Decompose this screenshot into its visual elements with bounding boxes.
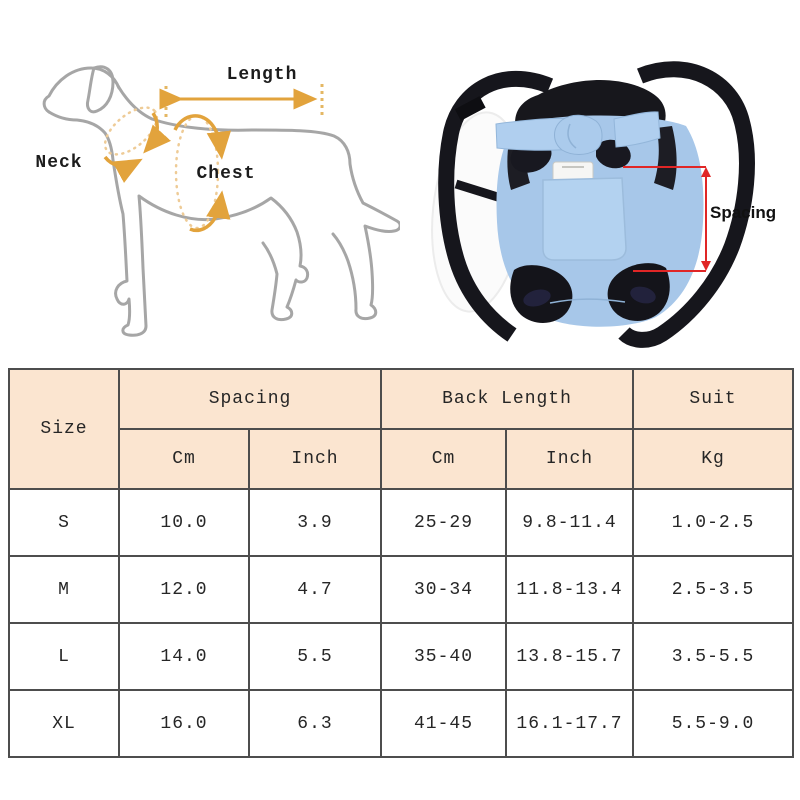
chest-label: Chest: [196, 164, 256, 184]
table-row-l: [9, 623, 793, 690]
carrier-product-photo: [400, 0, 800, 365]
header-size: Size: [9, 369, 119, 489]
cell-suit-kg: 1.0-2.5: [633, 489, 793, 556]
cell-suit-kg: 2.5-3.5: [633, 556, 793, 623]
front-pocket: [543, 178, 626, 260]
cell-back-cm: 35-40: [381, 623, 506, 690]
spacing-measure-label: Spacing: [710, 203, 777, 222]
header-back-inch: Inch: [506, 429, 633, 489]
cell-back-inch: 16.1-17.7: [506, 690, 633, 757]
chest-arrow-bottom: [190, 199, 221, 230]
cell-spacing-inch: 4.7: [249, 556, 381, 623]
cell-spacing-inch: 5.5: [249, 623, 381, 690]
cell-back-inch: 9.8-11.4: [506, 489, 633, 556]
dog-measurement-diagram: [0, 0, 400, 365]
measurement-annotations: [97, 84, 322, 230]
size-chart: [8, 368, 792, 758]
length-label: Length: [226, 65, 298, 85]
cell-suit-kg: 3.5-5.5: [633, 623, 793, 690]
cell-back-inch: 13.8-15.7: [506, 623, 633, 690]
cell-back-cm: 25-29: [381, 489, 506, 556]
table-row-m: [9, 556, 793, 623]
cell-size: L: [9, 623, 119, 690]
neck-girth-dotted-ellipse: [97, 99, 165, 163]
table-row-xl: [9, 690, 793, 757]
header-spacing-cm: Cm: [119, 429, 249, 489]
cell-spacing-cm: 12.0: [119, 556, 249, 623]
cell-suit-kg: 5.5-9.0: [633, 690, 793, 757]
cell-back-cm: 30-34: [381, 556, 506, 623]
cell-spacing-cm: 14.0: [119, 623, 249, 690]
cell-size: S: [9, 489, 119, 556]
cell-spacing-inch: 3.9: [249, 489, 381, 556]
backpack-canvas: [400, 0, 800, 365]
cell-spacing-cm: 10.0: [119, 489, 249, 556]
cell-back-inch: 11.8-13.4: [506, 556, 633, 623]
neck-label: Neck: [35, 153, 83, 173]
header-suit-kg: Kg: [633, 429, 793, 489]
band-knot: [555, 115, 603, 154]
cell-size: M: [9, 556, 119, 623]
header-spacing-inch: Inch: [249, 429, 381, 489]
header-suit: Suit: [633, 369, 793, 429]
chest-arrow-top: [175, 116, 221, 151]
cell-back-cm: 41-45: [381, 690, 506, 757]
header-row-units: [9, 429, 793, 489]
size-chart-table: [8, 368, 794, 758]
cell-spacing-cm: 16.0: [119, 690, 249, 757]
header-row-groups: [9, 369, 793, 429]
cell-size: XL: [9, 690, 119, 757]
header-back-cm: Cm: [381, 429, 506, 489]
table-row-s: [9, 489, 793, 556]
header-spacing: Spacing: [119, 369, 381, 429]
header-back-length: Back Length: [381, 369, 633, 429]
cell-spacing-inch: 6.3: [249, 690, 381, 757]
neck-arrow: [105, 157, 135, 166]
